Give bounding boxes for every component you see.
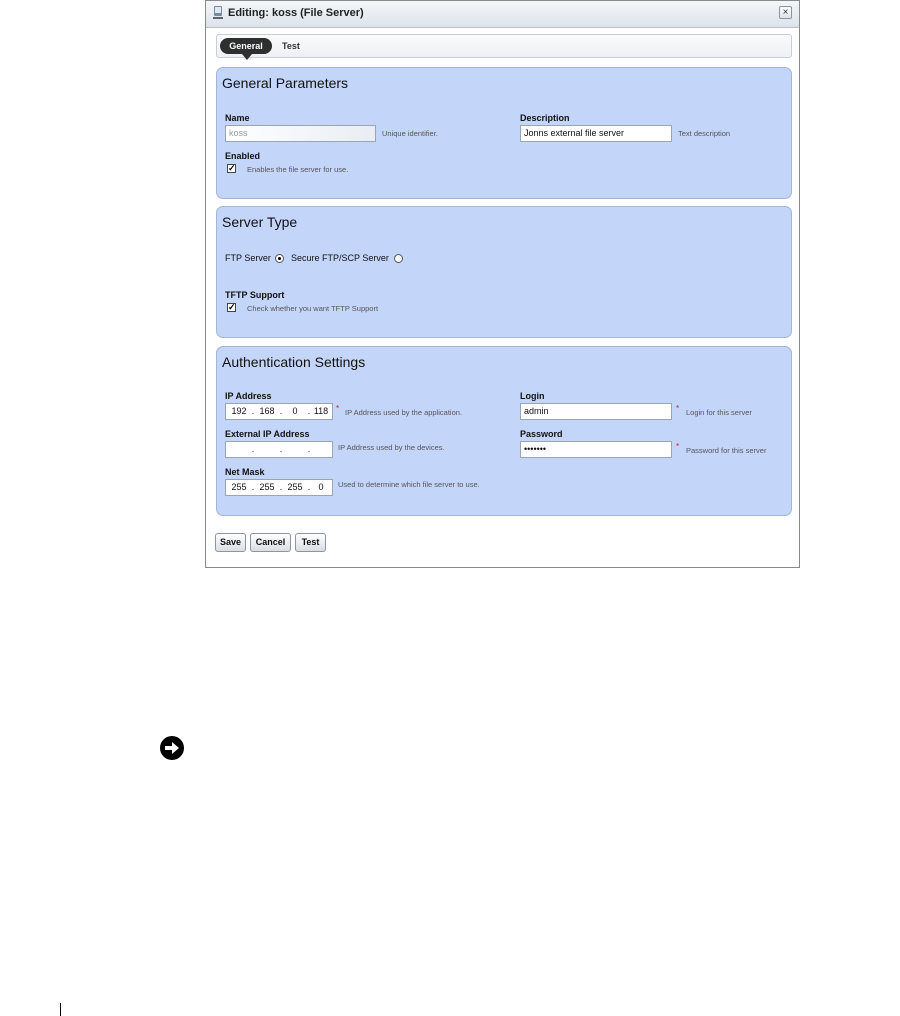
- arrow-right-circle-icon: [160, 736, 184, 760]
- close-icon: ×: [782, 7, 789, 18]
- tftp-support-hint: Check whether you want TFTP Support: [247, 304, 379, 313]
- tab-general[interactable]: General: [220, 38, 272, 54]
- required-marker: *: [336, 404, 340, 413]
- ip-dot: .: [307, 444, 311, 454]
- mask-octet-4: 0: [318, 482, 324, 492]
- password-hint: Password for this server: [686, 446, 767, 455]
- description-field[interactable]: Jonns external file server: [520, 125, 672, 142]
- ip-dot: .: [279, 482, 283, 492]
- checkmark-icon: ✓: [228, 163, 236, 173]
- description-label: Description: [520, 113, 570, 123]
- general-parameters-title: General Parameters: [222, 75, 349, 91]
- tab-bar: [216, 34, 792, 58]
- ip-dot: .: [279, 406, 283, 416]
- login-hint: Login for this server: [686, 408, 752, 417]
- general-parameters-panel: [216, 67, 792, 199]
- server-type-title: Server Type: [222, 214, 298, 230]
- dialog-titlebar[interactable]: [206, 1, 799, 28]
- ip-dot: .: [307, 482, 311, 492]
- ip-address-hint: IP Address used by the application.: [345, 408, 463, 417]
- required-marker: *: [676, 442, 680, 451]
- dialog-title: Editing: koss (File Server): [228, 7, 364, 19]
- close-button[interactable]: [779, 6, 792, 19]
- net-mask-field[interactable]: [225, 479, 333, 496]
- enabled-checkbox[interactable]: [227, 164, 236, 173]
- page-margin-rule: [60, 1003, 61, 1016]
- authentication-settings-panel: [216, 346, 792, 516]
- test-button[interactable]: Test: [295, 533, 326, 552]
- save-button[interactable]: Save: [215, 533, 246, 552]
- ip-octet-1: 192: [231, 406, 247, 416]
- external-ip-field[interactable]: [225, 441, 333, 458]
- ip-dot: .: [251, 406, 255, 416]
- name-label: Name: [225, 113, 250, 123]
- tftp-support-label: TFTP Support: [225, 290, 285, 300]
- secure-ftp-radio[interactable]: [394, 254, 403, 263]
- net-mask-label: Net Mask: [225, 467, 265, 477]
- authentication-settings-title: Authentication Settings: [222, 354, 366, 370]
- external-ip-label: External IP Address: [225, 429, 310, 439]
- password-label: Password: [520, 429, 563, 439]
- tftp-support-checkbox[interactable]: [227, 303, 236, 312]
- required-marker: *: [676, 404, 680, 413]
- mask-octet-1: 255: [231, 482, 247, 492]
- server-type-panel: [216, 206, 792, 338]
- name-hint: Unique identifier.: [382, 129, 438, 138]
- secure-ftp-label: Secure FTP/SCP Server: [291, 253, 389, 263]
- ftp-server-label: FTP Server: [225, 253, 271, 263]
- ip-octet-4: 118: [313, 406, 329, 416]
- edit-file-server-dialog: [205, 0, 800, 568]
- login-field[interactable]: admin: [520, 403, 672, 420]
- ip-dot: .: [279, 444, 283, 454]
- ip-address-label: IP Address: [225, 391, 272, 401]
- mask-octet-3: 255: [287, 482, 303, 492]
- net-mask-hint: Used to determine which file server to use.: [338, 480, 480, 489]
- ftp-server-radio[interactable]: [275, 254, 284, 263]
- tab-test[interactable]: Test: [282, 41, 300, 51]
- cancel-button[interactable]: Cancel: [250, 533, 291, 552]
- ip-dot: .: [251, 444, 255, 454]
- login-label: Login: [520, 391, 545, 401]
- ip-dot: .: [251, 482, 255, 492]
- checkmark-icon: ✓: [228, 302, 236, 312]
- ip-octet-2: 168: [259, 406, 275, 416]
- name-field[interactable]: koss: [225, 125, 376, 142]
- external-ip-hint: IP Address used by the devices.: [338, 443, 445, 452]
- enabled-hint: Enables the file server for use.: [247, 165, 349, 174]
- ip-address-field[interactable]: [225, 403, 333, 420]
- window-icon: [213, 6, 223, 20]
- ip-octet-3: 0: [292, 406, 298, 416]
- password-field[interactable]: •••••••: [520, 441, 672, 458]
- enabled-label: Enabled: [225, 151, 261, 161]
- description-hint: Text description: [678, 129, 731, 138]
- mask-octet-2: 255: [259, 482, 275, 492]
- ip-dot: .: [307, 406, 311, 416]
